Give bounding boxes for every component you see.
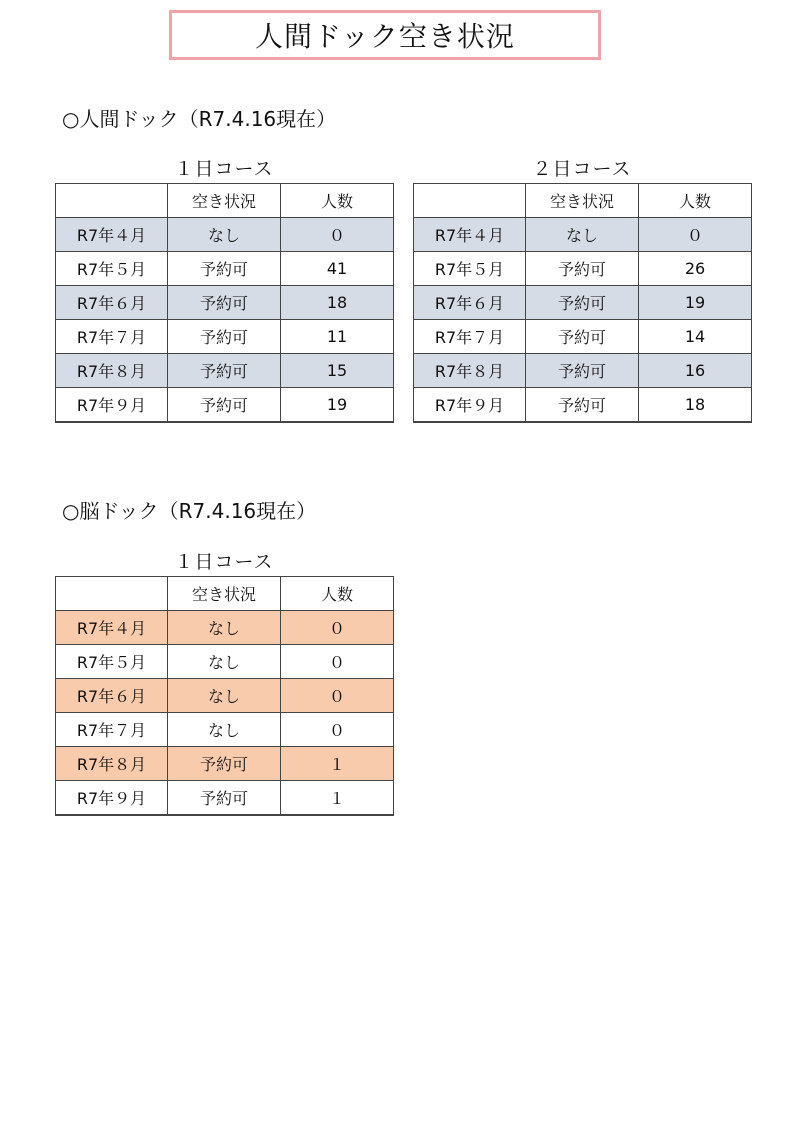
cell-count: 16 bbox=[639, 354, 752, 388]
cell-month: R7年９月 bbox=[414, 388, 526, 423]
table-row bbox=[414, 354, 752, 388]
cell-count: ０ bbox=[281, 679, 394, 713]
table-row bbox=[414, 320, 752, 354]
cell-count: 18 bbox=[281, 286, 394, 320]
cell-status: 予約可 bbox=[526, 354, 639, 388]
caption-nou-1day: １日コース bbox=[174, 551, 274, 573]
cell-month: R7年７月 bbox=[56, 713, 168, 747]
cell-status: なし bbox=[526, 218, 639, 252]
cell-count: ０ bbox=[639, 218, 752, 252]
header-status: 空き状況 bbox=[526, 184, 639, 218]
cell-count: 19 bbox=[281, 388, 394, 423]
cell-month: R7年７月 bbox=[56, 320, 168, 354]
cell-status: 予約可 bbox=[526, 320, 639, 354]
table-row bbox=[56, 679, 394, 713]
table-row bbox=[56, 611, 394, 645]
cell-status: 予約可 bbox=[168, 320, 281, 354]
cell-status: 予約可 bbox=[526, 286, 639, 320]
header-month bbox=[414, 184, 526, 218]
cell-month: R7年６月 bbox=[56, 679, 168, 713]
section-heading-ningen-dock: ○人間ドック（R7.4.16現在） bbox=[62, 107, 337, 131]
cell-count: 19 bbox=[639, 286, 752, 320]
cell-status: 予約可 bbox=[526, 252, 639, 286]
cell-status: 予約可 bbox=[168, 747, 281, 781]
cell-month: R7年９月 bbox=[56, 781, 168, 816]
cell-month: R7年８月 bbox=[414, 354, 526, 388]
cell-month: R7年５月 bbox=[56, 645, 168, 679]
cell-status: 予約可 bbox=[168, 286, 281, 320]
table-row bbox=[56, 286, 394, 320]
table-row bbox=[56, 747, 394, 781]
cell-count: 11 bbox=[281, 320, 394, 354]
table-row bbox=[56, 388, 394, 423]
cell-month: R7年４月 bbox=[414, 218, 526, 252]
cell-status: なし bbox=[168, 611, 281, 645]
caption-ningen-2day: ２日コース bbox=[532, 158, 632, 180]
table-row bbox=[56, 252, 394, 286]
table-row bbox=[56, 354, 394, 388]
cell-status: 予約可 bbox=[168, 354, 281, 388]
cell-month: R7年６月 bbox=[56, 286, 168, 320]
cell-count: 14 bbox=[639, 320, 752, 354]
header-count: 人数 bbox=[281, 184, 394, 218]
table-ningen-2day bbox=[413, 183, 752, 423]
cell-month: R7年４月 bbox=[56, 611, 168, 645]
cell-status: 予約可 bbox=[168, 781, 281, 816]
cell-count: 41 bbox=[281, 252, 394, 286]
table-row bbox=[414, 286, 752, 320]
header-status: 空き状況 bbox=[168, 184, 281, 218]
cell-month: R7年５月 bbox=[414, 252, 526, 286]
cell-count: 26 bbox=[639, 252, 752, 286]
cell-status: なし bbox=[168, 645, 281, 679]
cell-count: ０ bbox=[281, 611, 394, 645]
table-ningen-1day bbox=[55, 183, 394, 423]
cell-count: ０ bbox=[281, 218, 394, 252]
table-row bbox=[56, 781, 394, 816]
table-header-row bbox=[414, 184, 752, 218]
header-status: 空き状況 bbox=[168, 577, 281, 611]
cell-month: R7年４月 bbox=[56, 218, 168, 252]
cell-count: ０ bbox=[281, 645, 394, 679]
cell-status: 予約可 bbox=[526, 388, 639, 423]
section-heading-nou-dock: ○脳ドック（R7.4.16現在） bbox=[62, 499, 317, 523]
page-title: 人間ドック空き状況 bbox=[169, 10, 601, 60]
cell-count: 18 bbox=[639, 388, 752, 423]
table-nou-1day bbox=[55, 576, 394, 816]
cell-count: 15 bbox=[281, 354, 394, 388]
table-row bbox=[414, 252, 752, 286]
cell-month: R7年８月 bbox=[56, 747, 168, 781]
table-row bbox=[56, 320, 394, 354]
table-row bbox=[414, 388, 752, 423]
header-month bbox=[56, 184, 168, 218]
cell-status: 予約可 bbox=[168, 388, 281, 423]
cell-month: R7年９月 bbox=[56, 388, 168, 423]
table-header-row bbox=[56, 577, 394, 611]
header-count: 人数 bbox=[639, 184, 752, 218]
cell-month: R7年７月 bbox=[414, 320, 526, 354]
table-row bbox=[56, 218, 394, 252]
table-row bbox=[414, 218, 752, 252]
header-month bbox=[56, 577, 168, 611]
cell-month: R7年８月 bbox=[56, 354, 168, 388]
cell-status: なし bbox=[168, 218, 281, 252]
cell-count: １ bbox=[281, 747, 394, 781]
cell-status: 予約可 bbox=[168, 252, 281, 286]
cell-status: なし bbox=[168, 713, 281, 747]
cell-month: R7年６月 bbox=[414, 286, 526, 320]
header-count: 人数 bbox=[281, 577, 394, 611]
table-row bbox=[56, 713, 394, 747]
table-row bbox=[56, 645, 394, 679]
cell-month: R7年５月 bbox=[56, 252, 168, 286]
table-header-row bbox=[56, 184, 394, 218]
cell-count: １ bbox=[281, 781, 394, 816]
cell-status: なし bbox=[168, 679, 281, 713]
cell-count: ０ bbox=[281, 713, 394, 747]
caption-ningen-1day: １日コース bbox=[174, 158, 274, 180]
